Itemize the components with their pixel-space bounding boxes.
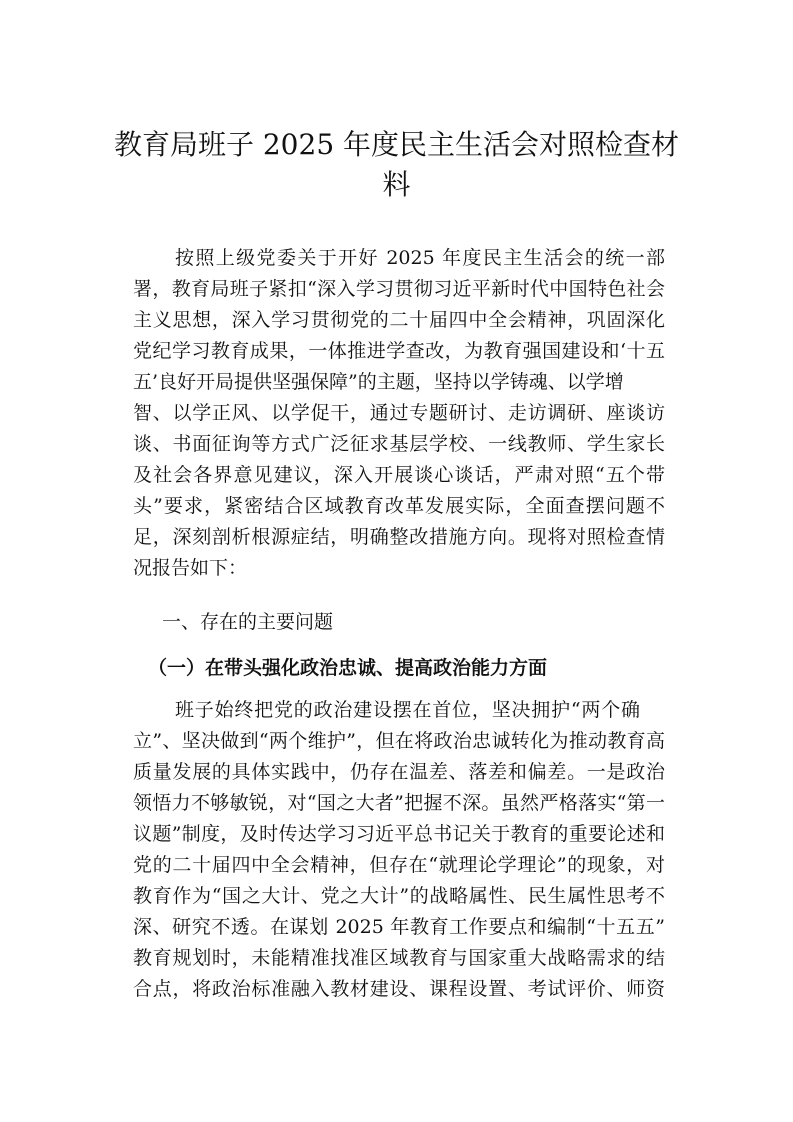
text-line: 议题”制度，及时传达学习习近平总书记关于教育的重要论述和 [133, 823, 665, 845]
text-line: 足，深刻剖析根源症结，明确整改措施方向。现将对照检查情 [133, 526, 665, 548]
document-title-line-2: 料 [382, 168, 411, 201]
text-line: 况报告如下： [133, 557, 248, 579]
text-line: 主义思想，深入学习贯彻党的二十届四中全会精神，巩固深化 [133, 309, 665, 331]
text-line: 教育规划时，未能精准找准区域教育与国家重大战略需求的结 [133, 947, 665, 969]
document-title [60, 125, 733, 205]
document-title-line-1: 教育局班子 2025 年度民主生活会对照检查材 [113, 128, 680, 161]
text-line: 谈、书面征询等方式广泛征求基层学校、一线教师、学生家长 [133, 433, 665, 455]
text-line: 党的二十届四中全会精神，但存在“就理论学理论”的现象，对 [133, 854, 665, 876]
text-line: 头”要求，紧密结合区域教育改革发展实际，全面查摆问题不 [133, 495, 665, 517]
text-line: 党纪学习教育成果，一体推进学查改，为教育强国建设和‘十五 [133, 340, 665, 362]
text-line: 教育作为“国之大计、党之大计”的战略属性、民生属性思考不 [133, 885, 665, 907]
text-line: 班子始终把党的政治建设摆在首位，坚决拥护“两个确 [175, 699, 640, 721]
text-line: 合点，将政治标准融入教材建设、课程设置、考试评价、师资 [133, 978, 665, 1000]
text-line: 署，教育局班子紧扣“深入学习贯彻习近平新时代中国特色社会 [133, 278, 665, 300]
text-line: 及社会各界意见建议，深入开展谈心谈话，严肃对照“五个带 [133, 464, 665, 486]
text-line: 智、以学正风、以学促干，通过专题研讨、走访调研、座谈访 [133, 402, 665, 424]
text-line: 五’良好开局提供坚强保障”的主题，坚持以学铸魂、以学增 [133, 371, 624, 393]
text-line: 按照上级党委关于开好 2025 年度民主生活会的统一部 [175, 247, 665, 269]
text-line: 领悟力不够敏锐，对“国之大者”把握不深。虽然严格落实“第一 [133, 792, 665, 814]
section-heading: 一、存在的主要问题 [162, 611, 334, 633]
text-line: 深、研究不透。在谋划 2025 年教育工作要点和编制“十五五” [133, 916, 665, 938]
subsection-heading: （一）在带头强化政治忠诚、提高政治能力方面 [148, 657, 548, 679]
text-line: 质量发展的具体实践中，仍存在温差、落差和偏差。一是政治 [133, 761, 665, 783]
text-line: 立”、坚决做到“两个维护”，但在将政治忠诚转化为推动教育高 [133, 730, 665, 752]
